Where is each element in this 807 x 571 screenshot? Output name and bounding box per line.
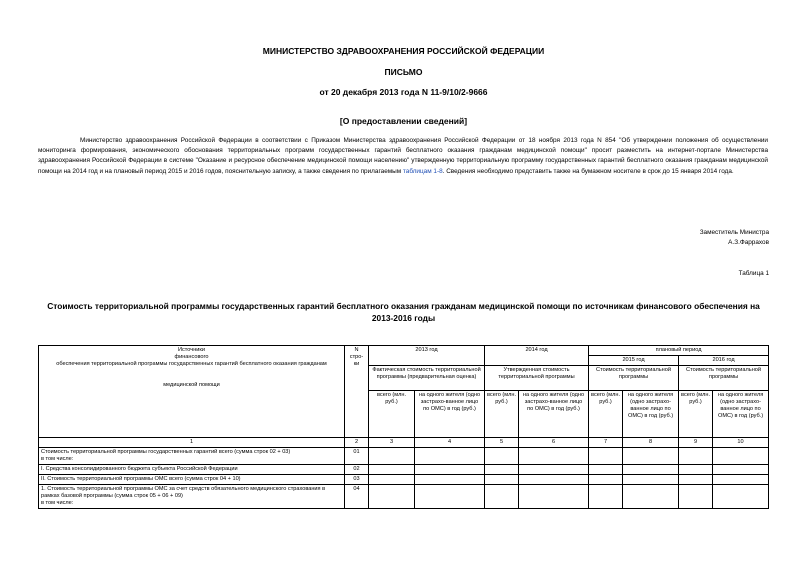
row-label-text: 1. Стоимость территориальной программы ОМС за счет средств обязательного медицинского страхования в рамках базовой программы (сумма строк 05 + 06 + 09) <box>41 486 326 499</box>
row-label-sub: в том числе: <box>41 500 74 506</box>
column-number: 10 <box>713 438 769 448</box>
column-number: 8 <box>623 438 679 448</box>
value-cell <box>485 475 519 485</box>
header-sources <box>39 346 345 438</box>
value-cell <box>679 485 713 509</box>
value-cell <box>485 485 519 509</box>
header-2016-sub: Стоимость территориальной программы <box>679 366 769 391</box>
header-row-number <box>345 346 369 438</box>
header-per-capita-2013: на одного жителя (одно застрахо-ванное лицо по ОМС) в год (руб.) <box>415 391 485 438</box>
column-number-row <box>39 438 769 448</box>
value-cell <box>679 475 713 485</box>
value-cell <box>369 475 415 485</box>
signature-position: Заместитель Министра <box>699 229 769 236</box>
value-cell <box>369 448 415 465</box>
letter-paragraph-deadline: Сведения необходимо представить также на бумажном носителе в срок до 15 января 2014 года. <box>446 167 734 175</box>
row-label: II. Стоимость территориальной программы ОМС всего (сумма строк 04 + 10) <box>39 475 345 485</box>
value-cell <box>713 485 769 509</box>
header-2013-sub: Фактическая стоимость территориальной программы (предварительная оценка) <box>369 366 485 391</box>
value-cell <box>519 485 589 509</box>
column-number: 3 <box>369 438 415 448</box>
column-number: 6 <box>519 438 589 448</box>
document-type: ПИСЬМО <box>384 67 423 77</box>
letter-paragraph-end: . <box>442 167 445 175</box>
value-cell <box>623 475 679 485</box>
header-sources-line <box>41 368 342 382</box>
value-cell <box>415 465 485 475</box>
column-number: 9 <box>679 438 713 448</box>
value-cell <box>713 475 769 485</box>
value-cell <box>519 465 589 475</box>
row-label-sub: в том числе: <box>41 456 74 462</box>
letter-paragraph <box>38 136 768 177</box>
value-cell <box>519 475 589 485</box>
header-total-2015: всего (млн. руб.) <box>589 391 623 438</box>
column-number: 5 <box>485 438 519 448</box>
value-cell <box>519 448 589 465</box>
value-cell <box>623 465 679 475</box>
cost-table <box>38 345 769 509</box>
table-row <box>39 465 769 475</box>
header-2014-sub: Утвержденная стоимость территориальной программы <box>485 366 589 391</box>
row-label <box>39 485 345 509</box>
row-label: I. Средства консолидированного бюджета субъекта Российской Федерации <box>39 465 345 475</box>
signature-block <box>700 228 769 248</box>
table-row <box>39 485 769 509</box>
signature-name: А.З.Фаррахов <box>728 239 769 246</box>
value-cell <box>415 448 485 465</box>
ministry-title: МИНИСТЕРСТВО ЗДРАВООХРАНЕНИЯ РОССИЙСКОЙ ФЕДЕРАЦИИ <box>262 46 545 56</box>
header-sources-line: медицинской помощи <box>163 382 220 388</box>
value-cell <box>369 465 415 475</box>
header-sources-line: обеспечения территориальной программы государственных гарантий бесплатного оказания гражданам <box>56 361 327 367</box>
header-sources-line: Источники <box>177 347 205 353</box>
header-per-capita-2014: на одного жителя (одно застрахо-ванное лицо по ОМС) в год (руб.) <box>519 391 589 438</box>
column-number: 7 <box>589 438 623 448</box>
value-cell <box>679 448 713 465</box>
value-cell <box>589 475 623 485</box>
letter-paragraph-main: Министерство здравоохранения Российской Федерации в соответствии с Приказом Министерства здравоохранения Российской Федерации от 18 ноября 2013 года N 854 "Об утверждении положения об осуществлении мониторинга формирования, экономического обоснования территориальных программ государственных гарантий бесплатного оказания гражданам медицинской помощи" просит разместить на интернет-портале Министерства здравоохранения Российской Федерации в системе "Оказание и ресурсное обеспечение медицинской помощи населению" утвержденную территориальную программу государственных гарантий бесплатного оказания гражданам медицинской помощи на 2014 год и на плановый период 2015 и 2016 годов, пояснительную записку, а также сведения по прилагаемым <box>38 137 768 175</box>
value-cell <box>485 448 519 465</box>
header-planned-period: плановый период <box>589 346 769 356</box>
document-date-number: от 20 декабря 2013 года N 11-9/10/2-9666 <box>319 87 488 97</box>
header-row-1 <box>39 346 769 356</box>
value-cell <box>415 485 485 509</box>
row-number: 02 <box>345 465 369 475</box>
header-n: N <box>354 347 359 353</box>
column-number: 1 <box>39 438 345 448</box>
value-cell <box>369 485 415 509</box>
table-label: Таблица 1 <box>738 270 769 277</box>
value-cell <box>713 465 769 475</box>
header-2015: 2015 год <box>589 356 679 366</box>
header-per-capita-2016: на одного жителя (одно застрахо-ванное лицо по ОМС) в год (руб.) <box>713 391 769 438</box>
table-row <box>39 448 769 465</box>
tables-link[interactable]: таблицам 1-8 <box>402 167 443 175</box>
header-per-capita-2015: на одного жителя (одно застрахо-ванное лицо по ОМС) в год (руб.) <box>623 391 679 438</box>
column-number: 2 <box>345 438 369 448</box>
row-number: 01 <box>345 448 369 465</box>
document-subject: [О предоставлении сведений] <box>339 116 468 126</box>
header-2016: 2016 год <box>679 356 769 366</box>
value-cell <box>679 465 713 475</box>
column-number: 4 <box>415 438 485 448</box>
header-2013: 2013 год <box>369 346 485 366</box>
letter-body <box>38 136 768 177</box>
header-row-word: стро- ки <box>349 354 364 367</box>
value-cell <box>623 448 679 465</box>
row-number: 03 <box>345 475 369 485</box>
value-cell <box>623 485 679 509</box>
header-2014: 2014 год <box>485 346 589 366</box>
value-cell <box>589 485 623 509</box>
header-total-2014: всего (млн. руб.) <box>485 391 519 438</box>
header-sources-line: финансового <box>174 354 209 360</box>
row-number: 04 <box>345 485 369 509</box>
header-total-2016: всего (млн. руб.) <box>679 391 713 438</box>
table-title: Стоимость территориальной программы государственных гарантий бесплатного оказания гражданам медицинской помощи по источникам финансового обеспечения на 2013-2016 годы <box>47 301 760 323</box>
value-cell <box>589 465 623 475</box>
value-cell <box>485 465 519 475</box>
value-cell <box>713 448 769 465</box>
header-total-2013: всего (млн. руб.) <box>369 391 415 438</box>
value-cell <box>589 448 623 465</box>
row-label <box>39 448 345 465</box>
header-2015-sub: Стоимость территориальной программы <box>589 366 679 391</box>
row-label-text: Стоимость территориальной программы государственных гарантий всего (сумма строк 02 + 03) <box>41 449 291 455</box>
value-cell <box>415 475 485 485</box>
table-row <box>39 475 769 485</box>
